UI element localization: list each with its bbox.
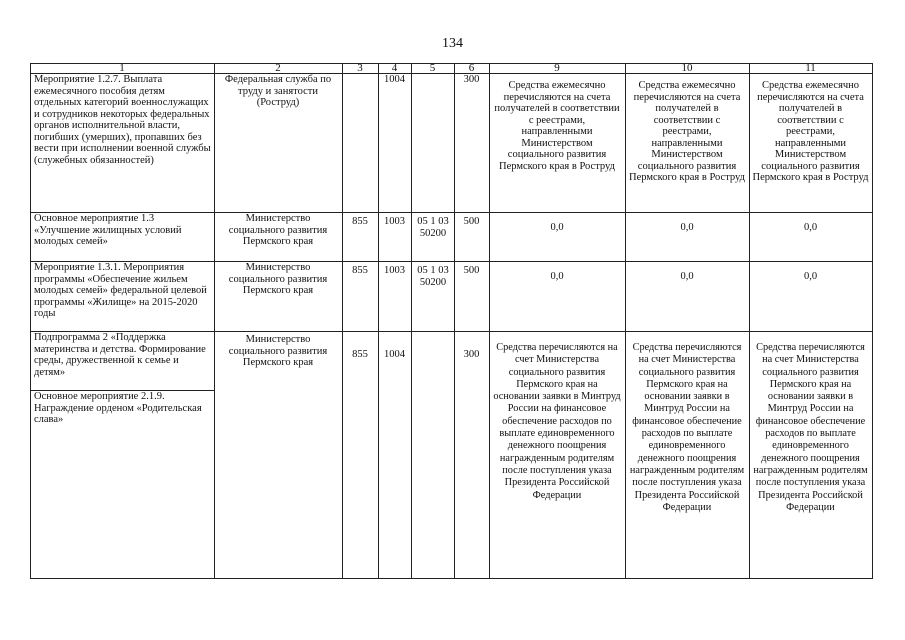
executor-cell: Министерство социального развития Пермского края — [228, 213, 328, 247]
col-border — [872, 63, 873, 579]
code-cell: 855 — [352, 216, 368, 227]
column-header: 2 — [275, 62, 281, 74]
funding-note-cell: Средства перечисляются на счет Министерства социального развития Пермского края на основании заявки в Минтруд России на финансовое обеспечение расходов по выплате единовременного денежного поощрения награжденным родителям после поступления указа Президента Российской Федерации — [629, 342, 745, 513]
code-cell: 05 1 03 50200 — [417, 265, 449, 288]
code-cell: 500 — [463, 265, 480, 276]
amount-cell: 0,0 — [803, 222, 818, 233]
code-cell: 05 1 03 50200 — [417, 216, 449, 239]
col-border — [749, 63, 750, 579]
executor-cell: Министерство социального развития Пермского края — [228, 334, 328, 368]
code-cell: 500 — [463, 216, 480, 227]
col-border — [378, 63, 379, 579]
col-border — [30, 63, 31, 579]
funding-note-cell: Средства перечисляются на счет Министерства социального развития Пермского края на основании заявки в Минтруд России на финансовое обеспечение расходов по выплате единовременного денежного поощрения награжденным родителям после поступления указа Президента Российской Федерации — [753, 342, 868, 513]
executor-cell: Федеральная служба по труду и занятости (Роструд) — [224, 74, 332, 108]
amount-cell: 0,0 — [803, 271, 818, 282]
activity-name-cell: Мероприятие 1.3.1. Мероприятия программы «Обеспечение жильем молодых семей» федеральной целевой программы «Жилище» на 2015-2020 годы — [34, 262, 207, 319]
column-header: 4 — [391, 62, 398, 74]
activity-name-cell: Основное мероприятие 1.3 «Улучшение жилищных условий молодых семей» — [34, 213, 182, 247]
page-number: 134 — [442, 36, 463, 51]
code-cell: 1004 — [384, 74, 405, 85]
col-border — [489, 63, 490, 579]
col-border — [454, 63, 455, 579]
funding-note-cell: Средства перечисляются на счет Министерства социального развития Пермского края на основании заявки в Минтруд России на финансовое обеспечение расходов по выплате единовременного денежного поощрения награжденным родителям после поступления указа Президента Российской Федерации — [493, 342, 621, 501]
activity-name-cell: Мероприятие 1.2.7. Выплата ежемесячного пособия детям отдельных категорий военнослужащих и сотрудников некоторых федеральных органов исполнительной власти, погибших (умерших), пропавших без вести при исполнении военной службы (служебных обязанностей) — [34, 74, 211, 166]
funding-note-cell: Средства ежемесячно перечисляются на счета получателей в соответствии с реестрами, направленными Министерством социального развития Пермского края в Роструд — [494, 80, 620, 172]
amount-cell: 0,0 — [680, 222, 694, 233]
column-header: 11 — [805, 62, 816, 74]
code-cell: 300 — [463, 74, 480, 85]
column-header: 1 — [119, 62, 125, 74]
funding-note-cell: Средства ежемесячно перечисляются на счета получателей в соответствии с реестрами, направленными Министерством социального развития Пермского края в Роструд — [629, 80, 745, 183]
column-header: 5 — [429, 62, 436, 74]
table-border-bottom — [30, 578, 873, 579]
column-header: 9 — [554, 62, 560, 74]
subprogram-name-cell: Подпрограмма 2 «Поддержка материнства и детства. Формирование среды, дружественной к семье и детям» — [34, 332, 206, 378]
amount-cell: 0,0 — [550, 271, 564, 282]
amount-cell: 0,0 — [550, 222, 564, 233]
code-cell: 855 — [352, 265, 368, 276]
column-header: 6 — [468, 62, 475, 74]
code-cell: 1003 — [384, 265, 405, 276]
amount-cell: 0,0 — [680, 271, 694, 282]
col-border — [342, 63, 343, 579]
column-header: 10 — [681, 62, 693, 74]
code-cell: 1003 — [384, 216, 405, 227]
activity-name-cell: Основное мероприятие 2.1.9. Награждение орденом «Родительская слава» — [34, 391, 202, 425]
col-border — [411, 63, 412, 579]
code-cell: 1004 — [384, 349, 405, 360]
code-cell: 855 — [352, 349, 368, 360]
col-border — [214, 63, 215, 579]
col-border — [625, 63, 626, 579]
executor-cell: Министерство социального развития Пермского края — [228, 262, 328, 296]
column-header: 3 — [357, 62, 363, 74]
code-cell: 300 — [463, 349, 480, 360]
funding-note-cell: Средства ежемесячно перечисляются на счета получателей в соответствии с реестрами, направленными Министерством социального развития Пермского края в Роструд — [752, 80, 869, 183]
